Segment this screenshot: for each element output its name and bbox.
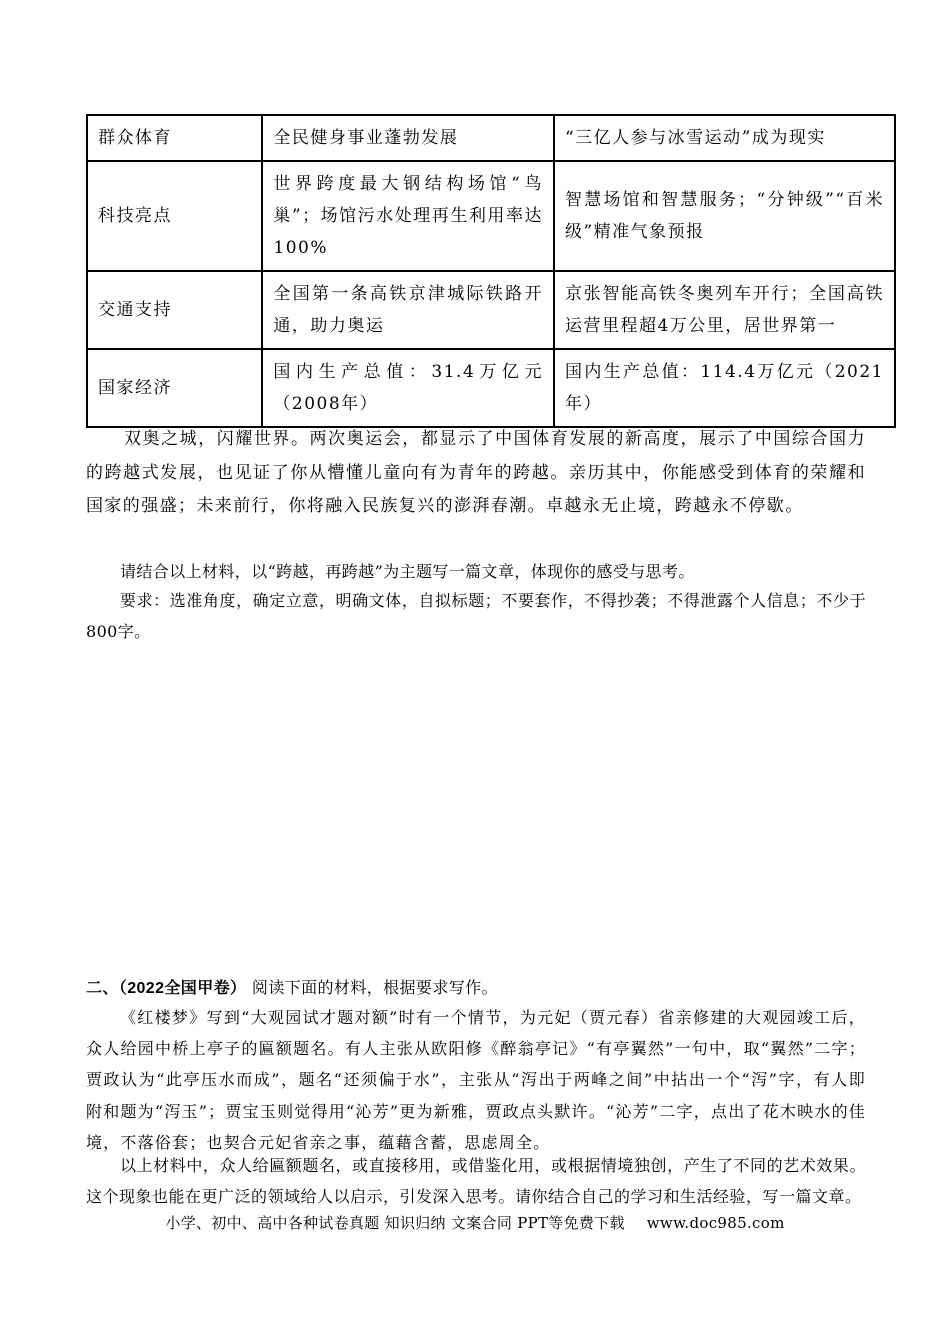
table-cell-category: 国家经济	[87, 349, 262, 427]
footer-site: www.doc985.com	[646, 1214, 785, 1232]
table-cell-2022: 国内生产总值：114.4万亿元（2021年）	[554, 349, 895, 427]
table-cell-category: 科技亮点	[87, 161, 262, 271]
question-number: 二、	[86, 980, 119, 997]
olympics-comparison-table	[86, 114, 896, 428]
material-paragraph: 双奥之城，闪耀世界。两次奥运会，都显示了中国体育发展的新高度，展示了中国综合国力的跨越式发展，也见证了你从懵懂儿童向有为青年的跨越。亲历其中，你能感受到体育的荣耀和国家的强盛；未来前行，你将融入民族复兴的澎湃春潮。卓越永无止境，跨越永不停歇。	[86, 429, 866, 516]
question-source: （2022全国甲卷）	[118, 980, 247, 997]
table-cell-2022: “三亿人参与冰雪运动”成为现实	[554, 115, 895, 161]
table-cell-2008: 全国第一条高铁京津城际铁路开通，助力奥运	[262, 271, 554, 349]
writing-task: 请结合以上材料，以“跨越，再跨越”为主题写一篇文章，体现你的感受与思考。	[120, 562, 695, 581]
table-cell-2008: 全民健身事业蓬勃发展	[262, 115, 554, 161]
table-cell-2022: 京张智能高铁冬奥列车开行；全国高铁运营里程超4万公里，居世界第一	[554, 271, 895, 349]
table-row	[87, 349, 895, 427]
question-2-prompt: 以上材料中，众人给匾额题名，或直接移用，或借鉴化用，或根据情境独创，产生了不同的艺术效果。这个现象也能在更广泛的领域给人以启示，引发深入思考。请你结合自己的学习和生活经验，写一篇文章。	[86, 1156, 866, 1206]
table-cell-2022: 智慧场馆和智慧服务；“分钟级”“百米级”精准气象预报	[554, 161, 895, 271]
table-cell-2008: 世界跨度最大钢结构场馆“鸟巢”；场馆污水处理再生利用率达100%	[262, 161, 554, 271]
table-cell-category: 群众体育	[87, 115, 262, 161]
table-row	[87, 115, 895, 161]
table-cell-category: 交通支持	[87, 271, 262, 349]
question-2-heading	[86, 973, 866, 1004]
writing-requirements: 要求：选准角度，确定立意，明确文体，自拟标题；不要套作，不得抄袭；不得泄露个人信息；不少于800字。	[86, 591, 866, 641]
question-2-material: 《红楼梦》写到“大观园试才题对额”时有一个情节，为元妃（贾元春）省亲修建的大观园竣工后，众人给园中桥上亭子的匾额题名。有人主张从欧阳修《醉翁亭记》“有亭翼然”一句中，取“翼然”二字；贾政认为“此亭压水而成”，题名“还须偏于水”，主张从“泻出于两峰之间”中拈出一个“泻”字，有人即附和题为“泻玉”；贾宝玉则觉得用“沁芳”更为新雅，贾政点头默许。“沁芳”二字，点出了花木映水的佳境，不落俗套；也契合元妃省亲之事，蕴藉含蓄，思虑周全。	[86, 1008, 866, 1152]
table-cell-2008: 国内生产总值：31.4万亿元（2008年）	[262, 349, 554, 427]
question-instruction: 阅读下面的材料，根据要求写作。	[251, 978, 498, 997]
page-footer	[0, 1211, 950, 1235]
table-row	[87, 161, 895, 271]
footer-text: 小学、初中、高中各种试卷真题 知识归纳 文案合同 PPT等免费下载	[165, 1214, 625, 1232]
table-row	[87, 271, 895, 349]
